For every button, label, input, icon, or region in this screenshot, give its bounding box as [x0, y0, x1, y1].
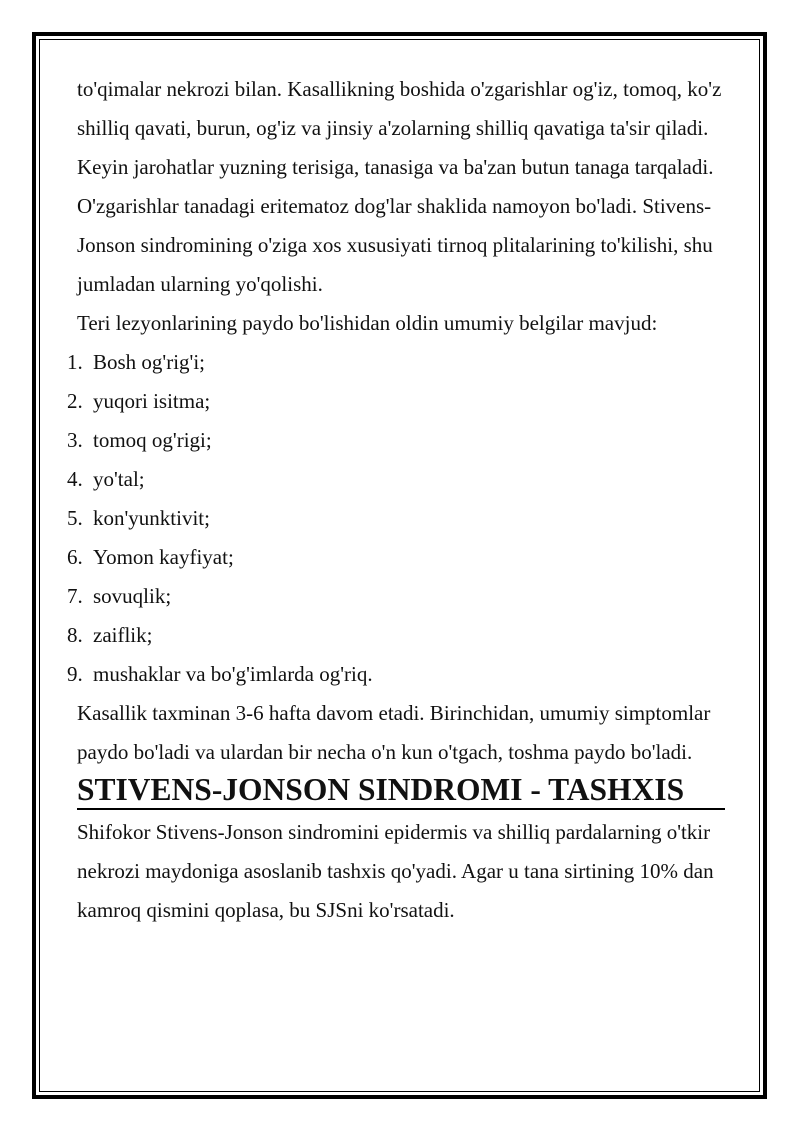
list-item-number: 5. [67, 506, 83, 530]
list-item [67, 460, 727, 499]
symptoms-lead-paragraph: Teri lezyonlarining paydo bo'lishidan oldin umumiy belgilar mavjud: [77, 311, 658, 335]
list-item-text: tomoq og'rigi; [93, 428, 212, 452]
list-item-text: sovuqlik; [93, 584, 172, 608]
diagnosis-paragraph: Shifokor Stivens-Jonson sindromini epidermis va shilliq pardalarning o'tkir nekrozi maydoniga asoslanib tashxis qo'yadi. Agar u tana sirtining 10% dan kamroq qismini qoplasa, bu SJSni ko'rsatadi. [77, 820, 714, 922]
list-item-number: 9. [67, 662, 83, 686]
section-heading: STIVENS-JONSON SINDROMI - TASHXIS [77, 772, 725, 810]
duration-paragraph: Kasallik taxminan 3-6 hafta davom etadi. Birinchidan, umumiy simptomlar paydo bo'ladi va ulardan bir necha o'n kun o'tgach, toshma paydo bo'ladi. [77, 701, 711, 764]
list-item-text: yo'tal; [93, 467, 145, 491]
symptoms-list [67, 343, 727, 694]
list-item [67, 343, 727, 382]
list-item-number: 8. [67, 623, 83, 647]
intro-paragraph: to'qimalar nekrozi bilan. Kasallikning boshida o'zgarishlar og'iz, tomoq, ko'z shilliq qavati, burun, og'iz va jinsiy a'zolarning shilliq qavatiga ta'sir qiladi. Keyin jarohatlar yuzning terisiga, tanasiga va ba'zan butun tanaga tarqaladi. O'zgarishlar tanadagi eritematoz dog'lar shaklida namoyon bo'ladi. Stivens-Jonson sindromining o'ziga xos xususiyati tirnoq plitalarining to'kilishi, shu jumladan ularning yo'qolishi. [77, 77, 722, 296]
list-item-number: 7. [67, 584, 83, 608]
list-item [67, 616, 727, 655]
list-item-text: kon'yunktivit; [93, 506, 210, 530]
list-item [67, 499, 727, 538]
list-item-number: 1. [67, 350, 83, 374]
list-item [67, 382, 727, 421]
list-item-number: 4. [67, 467, 83, 491]
list-item-number: 2. [67, 389, 83, 413]
list-item-number: 6. [67, 545, 83, 569]
list-item [67, 577, 727, 616]
list-item [67, 421, 727, 460]
list-item-number: 3. [67, 428, 83, 452]
list-item [67, 655, 727, 694]
list-item-text: Yomon kayfiyat; [93, 545, 234, 569]
list-item-text: mushaklar va bo'g'imlarda og'riq. [93, 662, 373, 686]
list-item [67, 538, 727, 577]
document-body [67, 70, 727, 930]
list-item-text: zaiflik; [93, 623, 153, 647]
list-item-text: yuqori isitma; [93, 389, 211, 413]
list-item-text: Bosh og'rig'i; [93, 350, 205, 374]
